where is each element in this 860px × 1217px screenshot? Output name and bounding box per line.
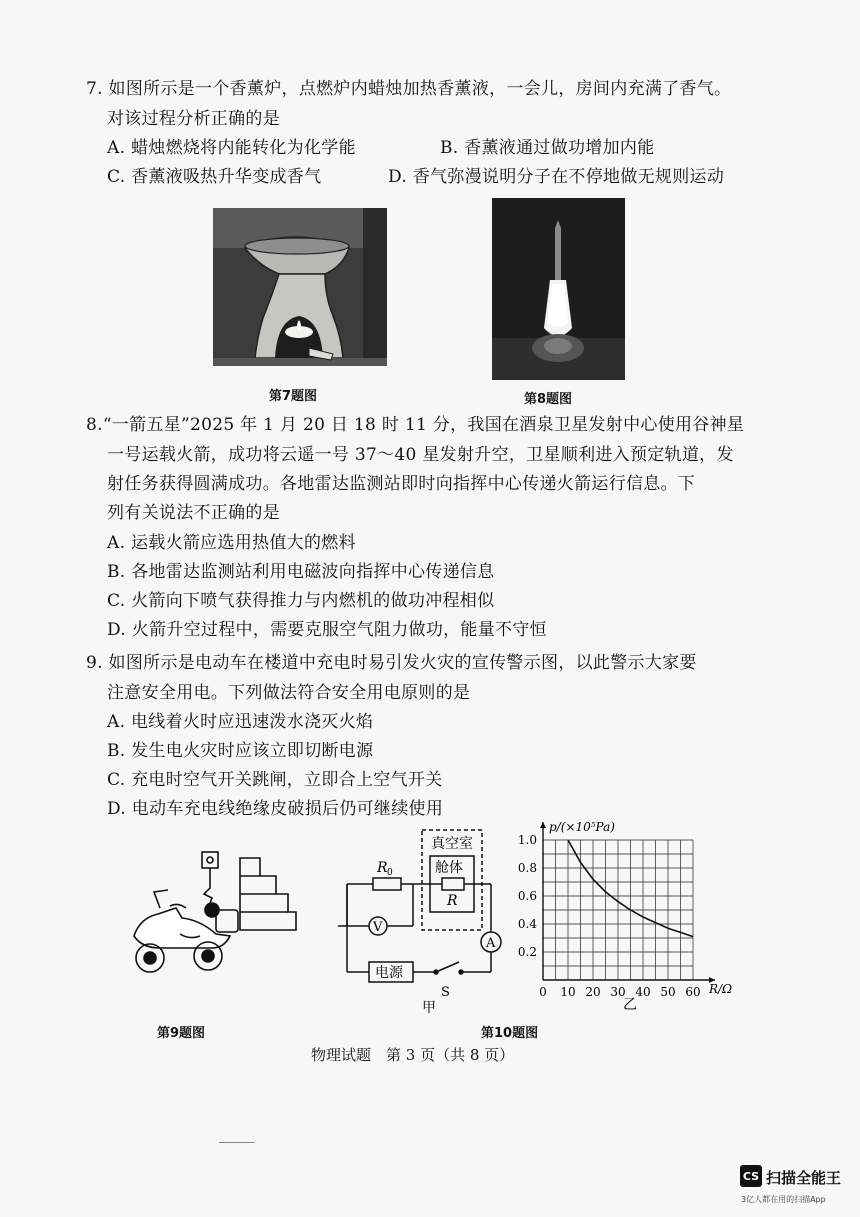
x-tick-label: 60	[685, 985, 701, 999]
q7-option-a: A. 蜡烛燃烧将内能转化为化学能	[107, 138, 356, 158]
y-axis-arrow	[540, 822, 546, 828]
scanner-brand: 扫描全能王	[766, 1169, 842, 1187]
chart-figure-label: 乙	[623, 997, 637, 1013]
x-tick-label: 10	[560, 985, 576, 999]
y-tick-label: 0.2	[517, 945, 537, 959]
resistor-r-label: R	[447, 893, 458, 909]
chart-x-axis-label: R/Ω	[709, 982, 733, 996]
q9-option-d: D. 电动车充电线绝缘皮破损后仍可继续使用	[107, 799, 444, 819]
ebike-charging-illustration	[120, 848, 300, 983]
pressure-resistance-chart	[505, 815, 740, 1015]
chart-tick-labels	[518, 833, 701, 999]
ammeter-symbol: A	[486, 936, 496, 951]
fig10-caption: 第10题图	[481, 1026, 539, 1041]
x-tick-label: 0	[539, 985, 547, 999]
q7-stem-line2: 对该过程分析正确的是	[107, 109, 280, 129]
x-tick-label: 20	[585, 985, 601, 999]
q9-option-a: A. 电线着火时应迅速泼水浇灭火焰	[107, 712, 374, 732]
x-tick-label: 30	[610, 985, 626, 999]
circuit-figure-label: 甲	[422, 1000, 436, 1016]
q8-option-a: A. 运载火箭应选用热值大的燃料	[107, 533, 356, 553]
q8-stem-line3: 射任务获得圆满成功。各地雷达监测站即时向指挥中心传递火箭运行信息。下	[107, 474, 696, 494]
y-tick-label: 1.0	[517, 833, 537, 847]
q8-stem-line4: 列有关说法不正确的是	[107, 503, 280, 523]
q8-stem-line2: 一号运载火箭，成功将云遥一号 37～40 星发射升空，卫星顺利进入预定轨道，发	[107, 445, 734, 465]
switch-label: S	[441, 985, 450, 1000]
fig7-caption: 第7题图	[269, 389, 318, 404]
y-tick-label: 0.6	[517, 889, 537, 903]
vacuum-chamber-label: 真空室	[431, 836, 473, 852]
scan-mark	[219, 1142, 255, 1143]
page-footer: 物理试题 第 3 页（共 8 页）	[311, 1046, 515, 1064]
fig9-caption: 第9题图	[157, 1026, 206, 1041]
q9-stem-line2: 注意安全用电。下列做法符合安全用电原则的是	[107, 683, 471, 703]
q7-option-d: D. 香气弥漫说明分子在不停地做无规则运动	[388, 167, 725, 187]
y-tick-label: 0.8	[517, 861, 537, 875]
chart-axes	[540, 822, 715, 983]
power-source-label: 电源	[375, 965, 403, 981]
scanner-tagline: 3亿人都在用的扫描App	[741, 1195, 826, 1204]
q8-option-b: B. 各地雷达监测站利用电磁波向指挥中心传递信息	[107, 562, 495, 582]
q8-option-c: C. 火箭向下喷气获得推力与内燃机的做功冲程相似	[107, 591, 495, 611]
chart-y-axis-label: p/(×10⁵Pa)	[549, 820, 615, 834]
resistor-r0-label: R	[377, 860, 388, 876]
x-tick-label: 50	[660, 985, 676, 999]
q9-stem-line1: 9. 如图所示是电动车在楼道中充电时易引发火灾的宣传警示图，以此警示大家要	[86, 653, 697, 673]
rocket-launch-photo	[492, 198, 625, 380]
q7-option-c: C. 香薰液吸热升华变成香气	[107, 167, 322, 187]
circuit-diagram	[335, 826, 510, 1016]
q7-stem-line1: 7. 如图所示是一个香薰炉，点燃炉内蜡烛加热香薰液，一会儿，房间内充满了香气。	[86, 79, 732, 99]
voltmeter-symbol: V	[373, 920, 383, 935]
resistor-r0-subscript: 0	[387, 868, 393, 878]
q7-option-b: B. 香薰液通过做功增加内能	[440, 138, 655, 158]
q9-option-c: C. 充电时空气开关跳闸，立即合上空气开关	[107, 770, 443, 790]
aroma-burner-photo	[213, 208, 387, 366]
chart-grid	[543, 840, 693, 980]
q8-option-d: D. 火箭升空过程中，需要克服空气阻力做功，能量不守恒	[107, 620, 547, 640]
cabin-label: 舱体	[435, 860, 463, 876]
y-tick-label: 0.4	[517, 917, 537, 931]
q8-stem-line1: 8.“一箭五星”2025 年 1 月 20 日 18 时 11 分，我国在酒泉卫星发射中心使用谷神星	[86, 415, 745, 435]
fig8-caption: 第8题图	[524, 392, 573, 407]
scanner-logo-icon: CS	[740, 1165, 762, 1187]
q9-option-b: B. 发生电火灾时应该立即切断电源	[107, 741, 374, 761]
x-tick-label: 40	[635, 985, 651, 999]
